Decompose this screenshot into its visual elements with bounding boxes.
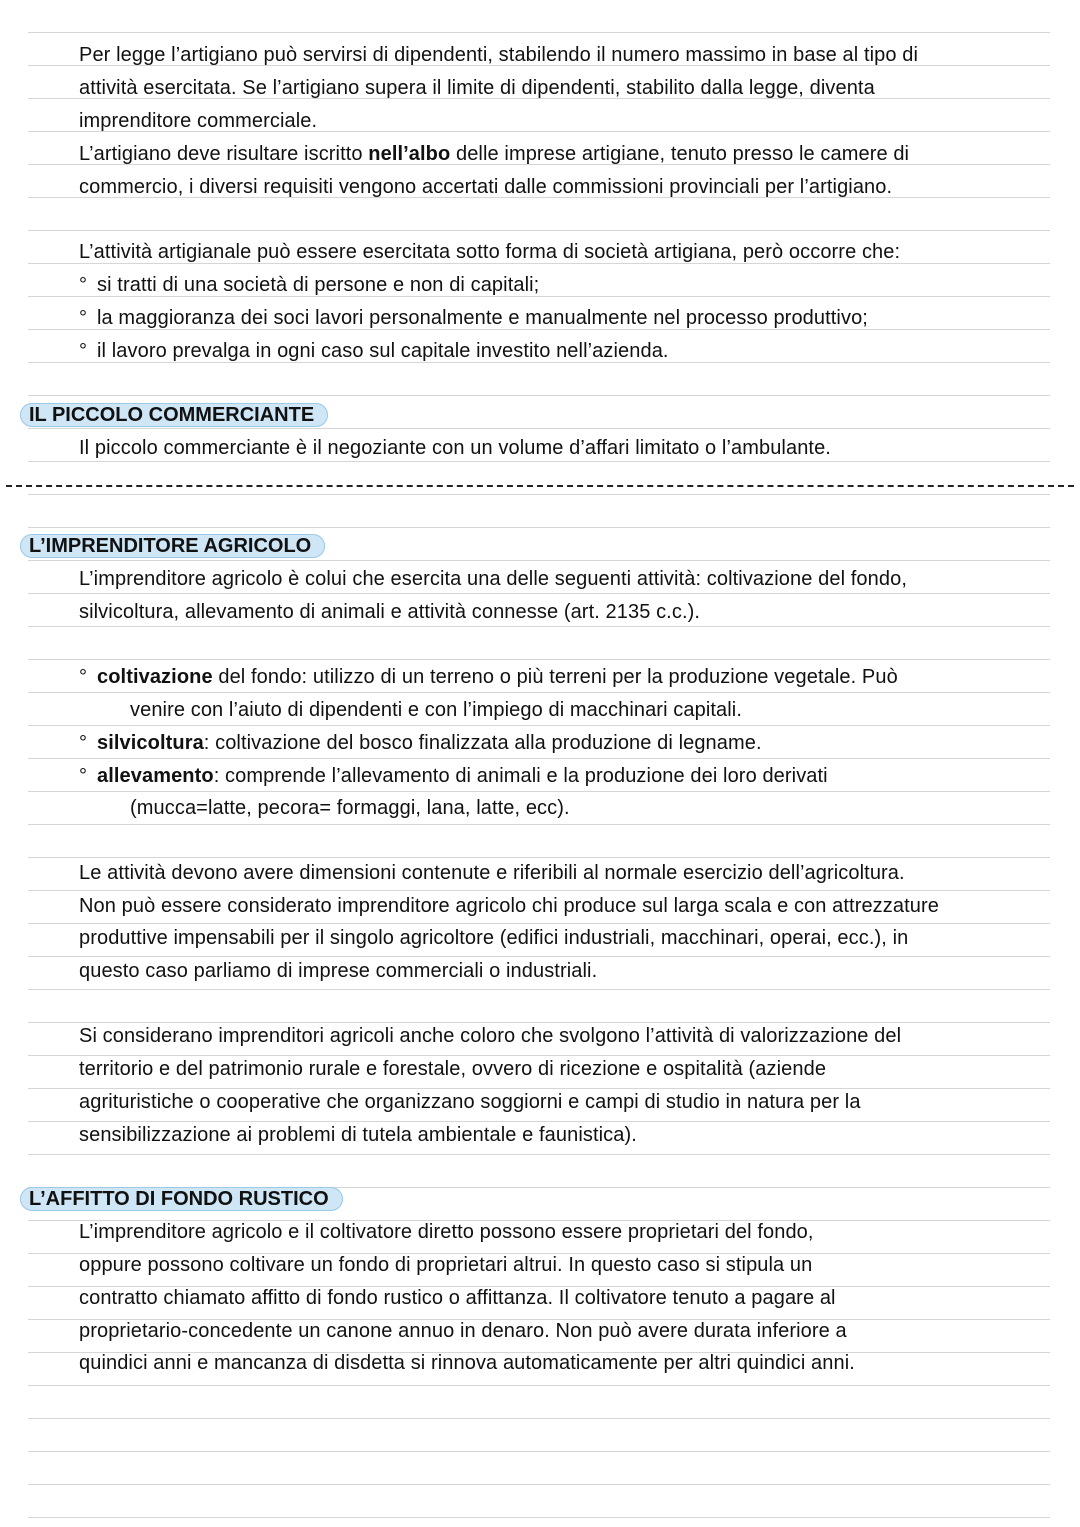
section-heading-affitto-fondo-rustico: L’AFFITTO DI FONDO RUSTICO bbox=[20, 1187, 343, 1211]
paragraph-line: attività esercitata. Se l’artigiano supera il limite di dipendenti, stabilito dalla legge, diventa bbox=[79, 77, 875, 99]
paragraph-line: territorio e del patrimonio rurale e forestale, ovvero di ricezione e ospitalità (aziende bbox=[79, 1058, 827, 1080]
bullet-item: si tratti di una società di persone e non di capitali; bbox=[97, 274, 540, 296]
paragraph-line: imprenditore commerciale. bbox=[79, 110, 318, 132]
section-divider bbox=[6, 485, 1074, 487]
paragraph-line: silvicoltura, allevamento di animali e attività connesse (art. 2135 c.c.). bbox=[79, 601, 701, 623]
paragraph-line: L’imprenditore agricolo è colui che esercita una delle seguenti attività: coltivazione del fondo, bbox=[79, 568, 907, 590]
bullet-continuation: (mucca=latte, pecora= formaggi, lana, latte, ecc). bbox=[130, 797, 570, 819]
paragraph-line: commercio, i diversi requisiti vengono accertati dalle commissioni provinciali per l’artigiano. bbox=[79, 176, 893, 198]
paragraph-line: Le attività devono avere dimensioni contenute e riferibili al normale esercizio dell’agricoltura. bbox=[79, 862, 905, 884]
text-span: L’artigiano deve risultare iscritto bbox=[79, 143, 369, 165]
paragraph-line: oppure possono coltivare un fondo di proprietari altrui. In questo caso si stipula un bbox=[79, 1254, 813, 1276]
text-span: : coltivazione del bosco finalizzata alla produzione di legname. bbox=[203, 732, 762, 754]
bullet-item: il lavoro prevalga in ogni caso sul capitale investito nell’azienda. bbox=[97, 340, 669, 362]
bullet-symbol: ° bbox=[79, 765, 88, 787]
paragraph-line: Il piccolo commerciante è il negoziante con un volume d’affari limitato o l’ambulante. bbox=[79, 437, 831, 459]
paragraph-line: L’imprenditore agricolo e il coltivatore diretto possono essere proprietari del fondo, bbox=[79, 1221, 814, 1243]
paragraph-line: contratto chiamato affitto di fondo rustico o affittanza. Il coltivatore tenuto a pagare al bbox=[79, 1287, 836, 1309]
bullet-item-allevamento bbox=[97, 760, 1080, 793]
section-heading-piccolo-commerciante: IL PICCOLO COMMERCIANTE bbox=[20, 403, 328, 427]
paragraph-line: quindici anni e mancanza di disdetta si rinnova automaticamente per altri quindici anni. bbox=[79, 1352, 855, 1374]
paragraph-line: L’attività artigianale può essere esercitata sotto forma di società artigiana, però occorre che: bbox=[79, 241, 901, 263]
bullet-symbol: ° bbox=[79, 666, 88, 688]
paragraph-line: Si considerano imprenditori agricoli anche coloro che svolgono l’attività di valorizzazione del bbox=[79, 1025, 902, 1047]
bold-term: allevamento bbox=[97, 765, 214, 787]
bullet-item-coltivazione bbox=[97, 661, 1080, 694]
text-span: delle imprese artigiane, tenuto presso le camere di bbox=[450, 143, 910, 165]
paragraph-line: proprietario-concedente un canone annuo in denaro. Non può avere durata inferiore a bbox=[79, 1320, 847, 1342]
bullet-continuation: venire con l’aiuto di dipendenti e con l’impiego di macchinari capitali. bbox=[130, 699, 742, 721]
bullet-symbol: ° bbox=[79, 732, 88, 754]
bullet-symbol: ° bbox=[79, 340, 88, 362]
paragraph-line: Non può essere considerato imprenditore agricolo chi produce sul larga scala e con attrezzature bbox=[79, 895, 939, 917]
section-heading-imprenditore-agricolo: L’IMPRENDITORE AGRICOLO bbox=[20, 534, 325, 558]
paragraph-line: Per legge l’artigiano può servirsi di dipendenti, stabilendo il numero massimo in base al tipo di bbox=[79, 44, 919, 66]
paragraph-line: produttive impensabili per il singolo agricoltore (edifici industriali, macchinari, operai, ecc.), in bbox=[79, 927, 909, 949]
paragraph-line: agrituristiche o cooperative che organizzano soggiorni e campi di studio in natura per la bbox=[79, 1091, 861, 1113]
paragraph-line: questo caso parliamo di imprese commerciali o industriali. bbox=[79, 960, 598, 982]
bold-term: coltivazione bbox=[97, 666, 213, 688]
bullet-item-silvicoltura bbox=[97, 727, 1080, 760]
bullet-symbol: ° bbox=[79, 274, 88, 296]
bullet-item: la maggioranza dei soci lavori personalmente e manualmente nel processo produttivo; bbox=[97, 307, 868, 329]
bold-term: silvicoltura bbox=[97, 732, 204, 754]
paragraph-line: sensibilizzazione ai problemi di tutela ambientale e faunistica). bbox=[79, 1124, 637, 1146]
bullet-symbol: ° bbox=[79, 307, 88, 329]
text-span: : comprende l’allevamento di animali e la produzione dei loro derivati bbox=[213, 765, 828, 787]
paragraph-line-albo bbox=[79, 138, 1069, 171]
bold-term-albo: nell’albo bbox=[368, 143, 451, 165]
text-span: del fondo: utilizzo di un terreno o più terreni per la produzione vegetale. Può bbox=[212, 666, 898, 688]
